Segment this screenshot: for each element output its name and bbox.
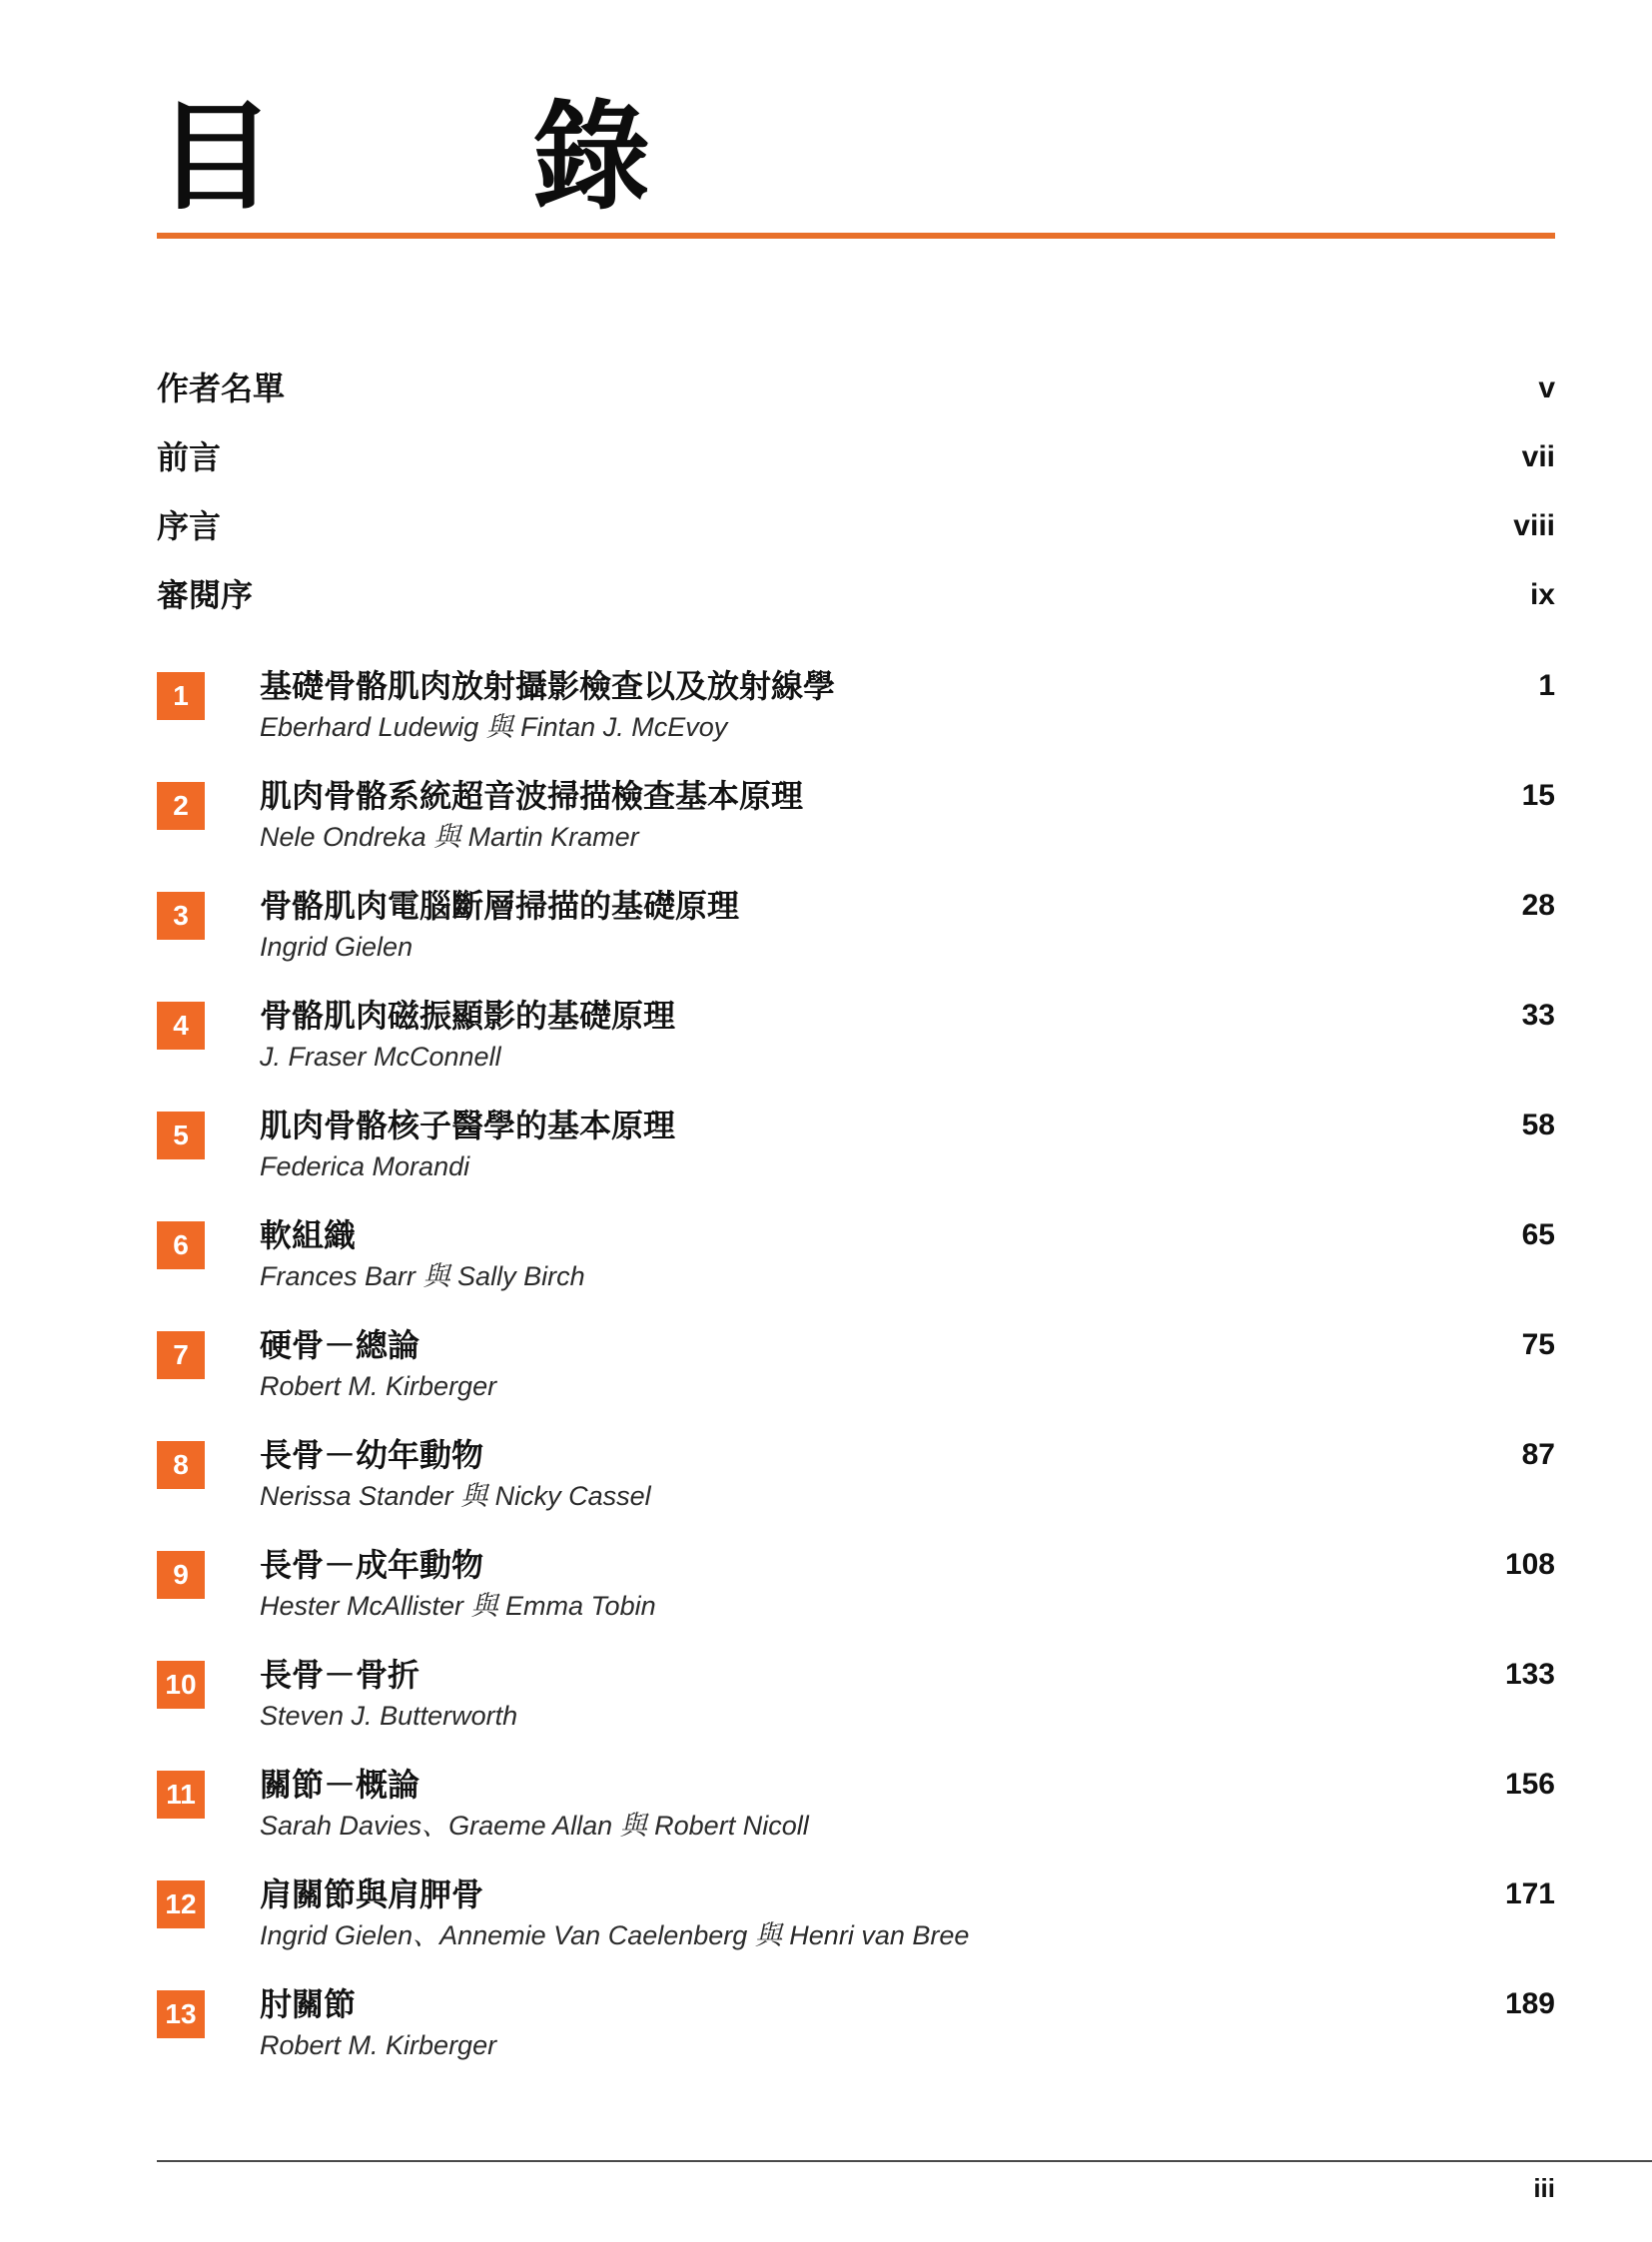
chapter-authors: Robert M. Kirberger — [260, 2030, 497, 2060]
chapter-title: 長骨－骨折 — [260, 1656, 420, 1694]
chapter-number-badge: 9 — [157, 1551, 205, 1599]
chapter-authors: Steven J. Butterworth — [260, 1701, 518, 1731]
chapter-entry[interactable] — [157, 1436, 1555, 1546]
chapter-entry[interactable] — [157, 1766, 1555, 1875]
front-matter-page: ix — [1529, 578, 1555, 611]
chapter-authors: Federica Morandi — [260, 1151, 470, 1181]
chapter-page: 58 — [1521, 1109, 1555, 1141]
chapter-page: 33 — [1521, 999, 1555, 1032]
chapter-authors: Frances Barr 與 Sally Birch — [260, 1261, 585, 1291]
chapter-page: 189 — [1504, 1987, 1555, 2020]
chapter-number-badge: 13 — [157, 1990, 205, 2038]
chapter-entry[interactable] — [157, 997, 1555, 1107]
chapter-title: 關節－概論 — [260, 1766, 420, 1804]
front-matter-item[interactable] — [157, 438, 1555, 507]
chapter-authors: Nele Ondreka 與 Martin Kramer — [260, 822, 639, 852]
chapter-title: 骨骼肌肉電腦斷層掃描的基礎原理 — [260, 887, 740, 925]
front-matter-page: vii — [1521, 440, 1555, 473]
chapter-number-badge: 5 — [157, 1112, 205, 1159]
chapter-page: 133 — [1504, 1658, 1555, 1691]
chapter-entry[interactable] — [157, 1546, 1555, 1656]
chapter-number-badge: 11 — [157, 1771, 205, 1819]
chapter-number-badge: 7 — [157, 1331, 205, 1379]
chapter-entry[interactable] — [157, 887, 1555, 997]
chapter-page: 28 — [1521, 889, 1555, 922]
front-matter-label: 作者名單 — [157, 370, 286, 407]
chapter-page: 1 — [1538, 669, 1555, 702]
footer-rule — [157, 2160, 1652, 2162]
chapter-page: 65 — [1521, 1218, 1555, 1251]
chapter-number-badge: 4 — [157, 1002, 205, 1050]
page-title: 目 錄 — [157, 87, 721, 226]
chapter-authors: Sarah Davies、Graeme Allan 與 Robert Nicoll — [260, 1811, 809, 1841]
title-rule — [157, 233, 1555, 239]
front-matter-label: 序言 — [157, 507, 222, 545]
chapter-page: 171 — [1504, 1877, 1555, 1910]
chapter-title: 肌肉骨骼核子醫學的基本原理 — [260, 1107, 676, 1144]
chapter-title: 長骨－成年動物 — [260, 1546, 484, 1584]
chapter-authors: Eberhard Ludewig 與 Fintan J. McEvoy — [260, 712, 728, 742]
chapter-number-badge: 1 — [157, 672, 205, 720]
front-matter-label: 審閱序 — [157, 576, 254, 614]
chapter-entry[interactable] — [157, 1216, 1555, 1326]
chapter-title: 長骨－幼年動物 — [260, 1436, 484, 1474]
chapter-page: 108 — [1504, 1548, 1555, 1581]
chapter-entry[interactable] — [157, 1107, 1555, 1216]
chapter-authors: Hester McAllister 與 Emma Tobin — [260, 1591, 656, 1621]
chapter-number-badge: 6 — [157, 1221, 205, 1269]
chapter-entry[interactable] — [157, 1875, 1555, 1985]
chapter-number-badge: 10 — [157, 1661, 205, 1709]
front-matter-page: v — [1538, 372, 1555, 404]
chapter-number-badge: 12 — [157, 1880, 205, 1928]
front-matter-item[interactable] — [157, 507, 1555, 576]
chapter-title: 硬骨－總論 — [260, 1326, 420, 1364]
chapter-title: 骨骼肌肉磁振顯影的基礎原理 — [260, 997, 676, 1035]
front-matter-list — [157, 370, 1555, 645]
chapter-page: 87 — [1521, 1438, 1555, 1471]
front-matter-item[interactable] — [157, 370, 1555, 438]
footer-page-number: iii — [1533, 2173, 1555, 2203]
chapter-title: 軟組織 — [260, 1216, 357, 1254]
chapter-authors: Ingrid Gielen、Annemie Van Caelenberg 與 Henri van Bree — [260, 1920, 970, 1950]
front-matter-item[interactable] — [157, 576, 1555, 645]
front-matter-page: viii — [1513, 509, 1555, 542]
chapter-title: 基礎骨骼肌肉放射攝影檢查以及放射線學 — [260, 667, 836, 705]
chapter-entry[interactable] — [157, 667, 1555, 777]
chapter-title: 肘關節 — [260, 1985, 357, 2023]
chapter-authors: Ingrid Gielen — [260, 932, 413, 962]
chapter-entry[interactable] — [157, 777, 1555, 887]
chapter-number-badge: 8 — [157, 1441, 205, 1489]
chapter-title: 肌肉骨骼系統超音波掃描檢查基本原理 — [260, 777, 804, 815]
chapter-entry[interactable] — [157, 1656, 1555, 1766]
chapter-number-badge: 3 — [157, 892, 205, 940]
chapter-authors: J. Fraser McConnell — [260, 1042, 501, 1072]
chapter-list — [157, 667, 1555, 2095]
chapter-page: 15 — [1521, 779, 1555, 812]
chapter-authors: Robert M. Kirberger — [260, 1371, 497, 1401]
chapter-authors: Nerissa Stander 與 Nicky Cassel — [260, 1481, 651, 1511]
chapter-title: 肩關節與肩胛骨 — [260, 1875, 484, 1913]
chapter-page: 156 — [1504, 1768, 1555, 1801]
front-matter-label: 前言 — [157, 438, 222, 476]
chapter-page: 75 — [1521, 1328, 1555, 1361]
chapter-number-badge: 2 — [157, 782, 205, 830]
chapter-entry[interactable] — [157, 1326, 1555, 1436]
chapter-entry[interactable] — [157, 1985, 1555, 2095]
